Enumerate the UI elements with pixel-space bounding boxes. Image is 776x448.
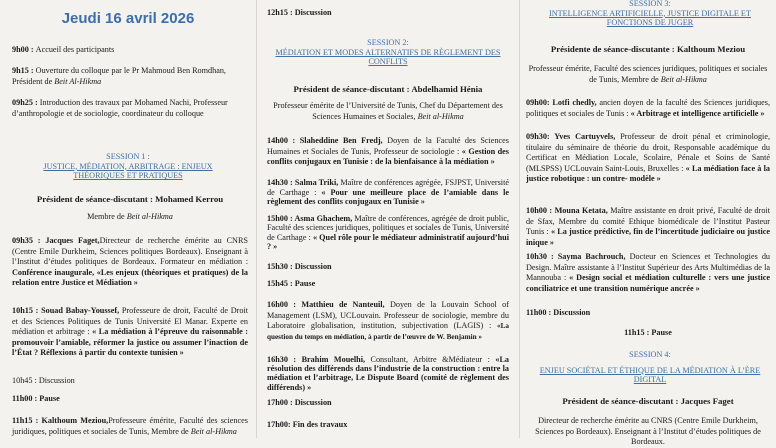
session-2-chair: Président de séance-discutant : Abdelhamid Hénia xyxy=(293,84,483,94)
item-1545: 15h45 : Pause xyxy=(267,279,316,288)
item-1045: 10h45 : Discussion xyxy=(12,376,75,385)
item-0925: 09h25 : Introduction des travaux par Mohamed Nachi, Professeur d’anthropologie et de sociologie, coordinateur du colloque xyxy=(12,98,228,118)
session-4-heading xyxy=(536,350,764,385)
program-column-day1-morning xyxy=(0,0,256,438)
item-0915: 9h15 : Ouverture du colloque par le Pr Mahmoud Ben Romdhan, Président de Beit Al-Hikma xyxy=(12,66,226,86)
session-1-heading xyxy=(40,152,216,181)
item-1100: 11h00 : Pause xyxy=(12,394,60,403)
session-2-heading xyxy=(269,38,507,67)
item-1100-day2: 11h00 : Discussion xyxy=(526,308,591,317)
session-3-chair-affiliation: Professeur émérite, Faculté des sciences juridiques, politiques et sociales de Tunis, Membre de Beit al-Hikma xyxy=(528,64,768,84)
session-3-label: SESSION 3: xyxy=(629,0,671,8)
session-2-title: MÉDIATION ET MODES ALTERNATIFS DE RÈGLEMENT DES CONFLITS xyxy=(275,47,501,67)
item-1630: 16h30 : Brahim Mouelhi, Consultant, Arbitre &Médiateur : «La résolution des différends dans l’industrie de la construction : entre la médiation et l’arbitrage, Le Dispute Board (comité de règlement des différends) » xyxy=(267,355,509,392)
session-3-title: INTELLIGENCE ARTIFICIELLE, JUSTICE DIGITALE ET FONCTIONS DE JUGER xyxy=(549,8,751,28)
item-1030-day2: 10h30 : Sayma Bachrouch, Docteur en Sciences et Technologies du Design. Maître assistante à l’Institut Supérieur des Arts Multimédias de la Mannouba : « Design social et médiation culturelle : vers une justice conciliatrice et une transition numérique ancrée » xyxy=(526,252,771,293)
item-1500: 15h00 : Asma Ghachem, Maître de conférences, agrégée de droit public, Faculté des sciences juridiques, politiques et sociales de Tunis, Université de Carthage : « Quel rôle pour le médiateur administratif aujourd’hui ? » xyxy=(267,214,510,252)
item-1115: 11h15 : Kalthoum Meziou,Professeure émérite, Faculté des sciences juridiques, politiques et sociales de Tunis, Membre de Beit al-Hikma xyxy=(12,416,248,436)
session-1-chair: Président de séance-discutant : Mohamed Kerrou xyxy=(36,194,224,204)
session-4-title: ENJEU SOCIÉTAL ET ÉTHIQUE DE LA MÉDIATION À L’ÈRE DIGITAL xyxy=(539,365,761,385)
item-0935: 09h35 : Jacques Faget,Directeur de recherche émérite au CNRS (Centre Emile Durkheim, Sciences politiques Bordeaux). Enseignant à l’Institut d’études politiques de Bordeaux. Formateur en médiation : Conférence inaugurale, «Les enjeux (théoriques et pratiques) de la relation entre Justice et Médiation » xyxy=(12,236,248,288)
item-1000-day2: 10h00 : Mouna Ketata, Maître assistante en droit privé, Faculté de droit de Sfax, Membre du comité Ethique biomédicale de l’Institut Pasteur Tunis : « La justice prédictive, fin de l’incertitude judiciaire ou justice inique » xyxy=(526,206,770,247)
item-0900: 9h00 : Accueil des participants xyxy=(12,45,115,54)
item-1730: 17h00: Fin des travaux xyxy=(267,420,348,429)
item-1215: 12h15 : Discussion xyxy=(267,8,332,17)
session-1-chair-affiliation: Membre de Beit al-Hikma xyxy=(87,212,173,221)
item-0930-day2: 09h30: Yves Cartuyvels, Professeur de droit pénal et criminologie, titulaire du séminaire de théorie du droit, Responsable académique du Certificat en Médiation Locale, Scolaire, Pénale et Soins de Santé (MLSPSS) UCLouvain Saint-Louis, Bruxelles : « La médiation face à la justice robotique : un contre- modèle » xyxy=(526,132,770,184)
session-4-chair-affiliation: Directeur de recherche émérite au CNRS (Centre Emile Durkheim, Sciences po Bordeaux). Enseignant à l’Institut d’études politiques de Bordeaux. xyxy=(535,416,761,447)
program-column-day2-morning xyxy=(520,0,776,447)
item-1400: 14h00 : Slaheddine Ben Fredj, Doyen de la Faculté des Sciences Humaines et Sociales de Tunis, Professeur de sociologie : « Gestion des conflits conjugaux en Tunisie : de la bienfaisance à la médiation » xyxy=(267,136,509,167)
date-heading: Jeudi 16 avril 2026 xyxy=(61,10,195,27)
session-3-chair: Présidente de séance-discutante : Kalthoum Meziou xyxy=(550,44,746,54)
item-1115-day2: 11h15 : Pause xyxy=(624,328,672,337)
item-1015: 10h15 : Souad Babay-Youssef, Professeure de droit, Faculté de Droit et des Sciences Politiques de Tunis Université El Manar. Experte en médiation et arbitrage : « La médiation à l’épreuve du raisonnable : promouvoir l’amiable, réformer la justice ou assumer l’inaction de l’État ? Réflexions à partir du contexte tunisien » xyxy=(12,306,248,358)
session-1-title: JUSTICE, MÉDIATION, ARBITRAGE : ENJEUX THÉORIQUES ET PRATIQUES xyxy=(43,161,213,181)
item-1600: 16h00 : Matthieu de Nanteuil, Doyen de la Louvain School of Management (LSM), UCLouvain. Professeur de sociologie, membre du Laboratoire globalisation, institution, subjectivation (LAGIS) : «La question du temps en médiation, à partir de l’œuvre de W. Benjamin » xyxy=(267,300,509,341)
session-2-chair-affiliation: Professeur émérite de l’Université de Tunis, Chef du Département des Sciences Humaines et Sociales, Beit al-Hikma xyxy=(273,101,503,121)
session-4-label: SESSION 4: xyxy=(629,350,671,359)
item-0900-day2: 09h00: Lotfi chedly, ancien doyen de la faculté des Sciences juridiques, politiques et sociales de Tunis : « Arbitrage et intelligence artificielle » xyxy=(526,98,770,118)
item-1700: 17h00 : Discussion xyxy=(267,398,332,407)
program-column-day1-afternoon xyxy=(257,0,519,438)
item-1530: 15h30 : Discussion xyxy=(267,262,332,271)
session-3-heading xyxy=(536,0,764,28)
session-4-chair: Président de séance-discutant : Jacques Faget xyxy=(562,396,734,406)
item-1430: 14h30 : Salma Triki, Maître de conférences agrégée, FSJPST, Université de Carthage : « Pour une meilleure place de l’amiable dans le règlement des conflits conjugaux en Tunisie » xyxy=(267,178,509,207)
session-2-label: SESSION 2: xyxy=(367,38,409,47)
session-1-label: SESSION 1 : xyxy=(106,152,150,161)
